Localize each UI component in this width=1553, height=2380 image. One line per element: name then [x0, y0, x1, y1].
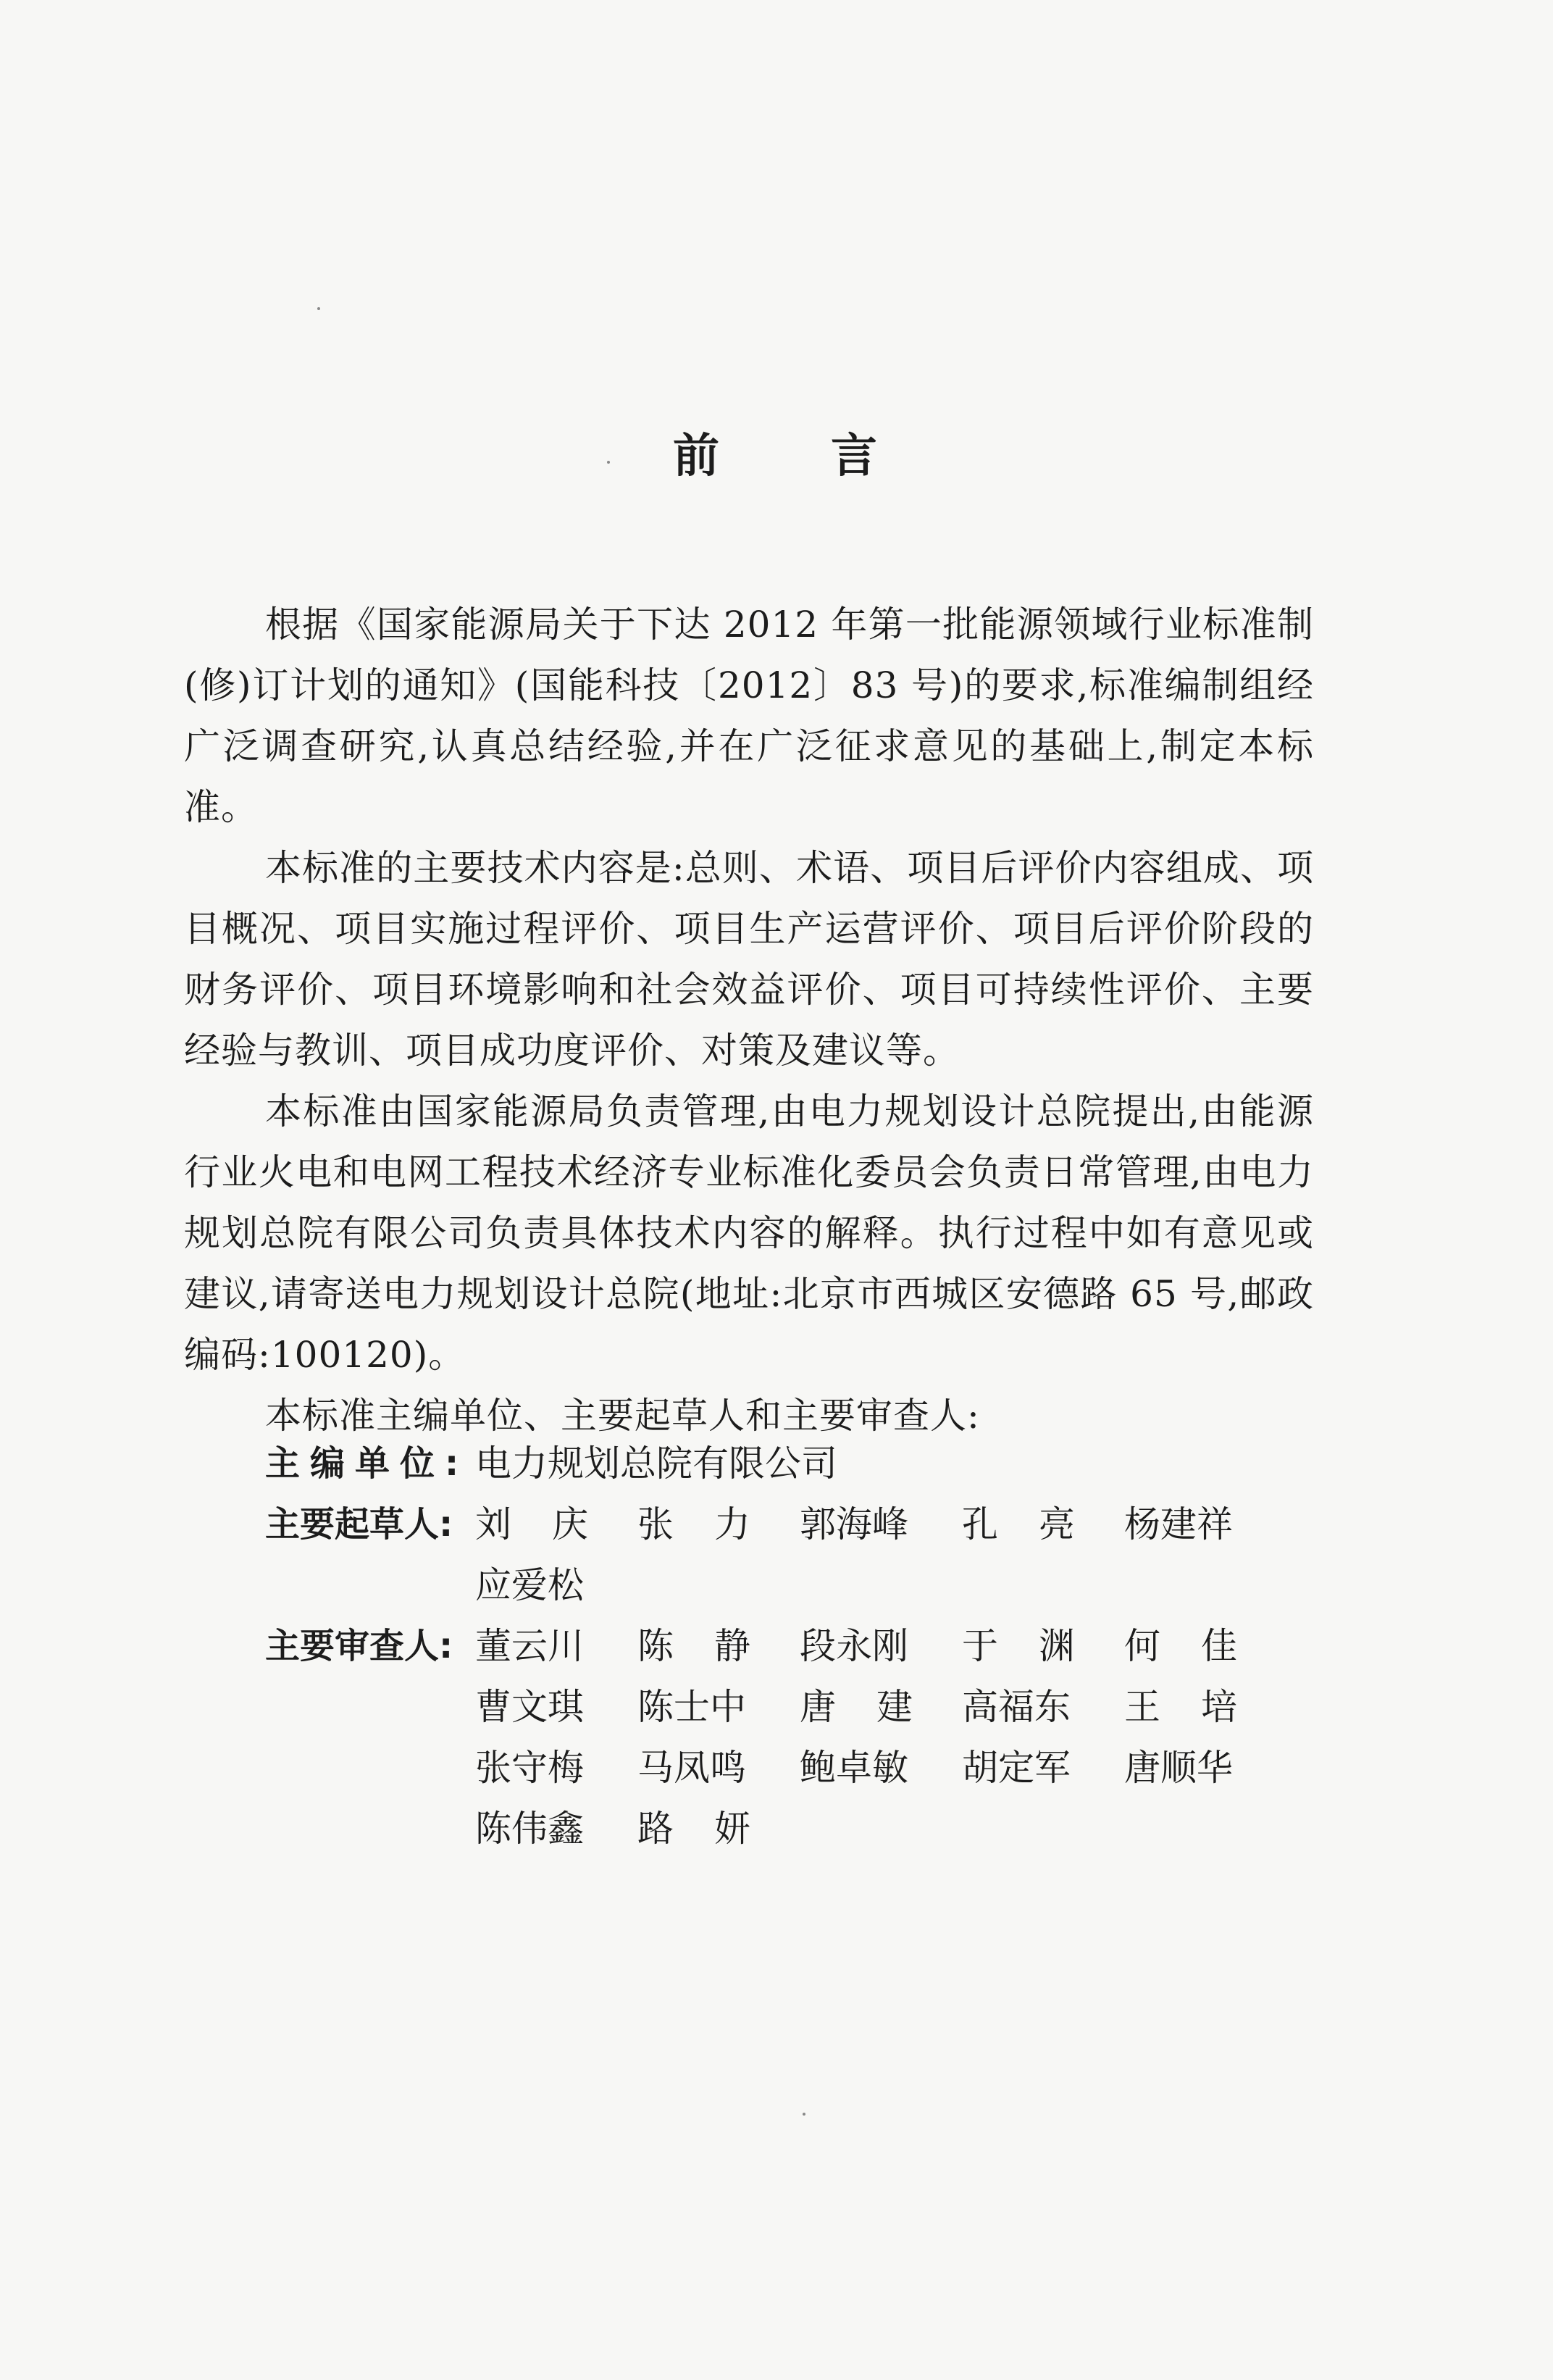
scan-speck [317, 307, 320, 310]
drafters-row [265, 1494, 1314, 1616]
reviewer-name: 何佳 [1124, 1625, 1278, 1667]
drafter-name: 杨建祥 [1124, 1503, 1233, 1545]
preface-body [184, 594, 1314, 1446]
reviewer-name: 段永刚 [800, 1625, 908, 1667]
credits-block [265, 1433, 1314, 1859]
drafter-name: 张力 [637, 1503, 791, 1545]
drafters-label: 主要起草人: [265, 1504, 453, 1545]
reviewer-name: 于渊 [962, 1625, 1115, 1667]
drafter-name: 孔亮 [962, 1503, 1115, 1545]
reviewer-name: 路妍 [637, 1808, 791, 1850]
reviewers-grid [475, 1616, 1314, 1859]
paragraph-basis: 根据《国家能源局关于下达 2012 年第一批能源领域行业标准制(修)订计划的通知》(国能科技〔2012〕83 号)的要求,标准编制组经广泛调查研究,认真总结经验,并在广泛征求意见的基础上,制定本标准。 [184, 604, 1314, 828]
reviewer-name: 唐建 [800, 1686, 953, 1728]
reviewer-name: 马凤鸣 [637, 1747, 746, 1789]
paragraph-content: 本标准的主要技术内容是:总则、术语、项目后评价内容组成、项目概况、项目实施过程评价、项目生产运营评价、项目后评价阶段的财务评价、项目环境影响和社会效益评价、项目可持续性评价、主要经验与教训、项目成功度评价、对策及建议等。 [184, 847, 1314, 1072]
drafter-name: 应爱松 [475, 1564, 584, 1606]
drafter-name: 刘庆 [475, 1503, 629, 1545]
title-char-left: 前 [673, 430, 722, 483]
reviewers-label: 主要审查人: [265, 1626, 453, 1666]
scan-speck [607, 461, 610, 464]
page-title [0, 424, 1553, 489]
reviewers-row [265, 1616, 1314, 1859]
chief-unit-row [265, 1433, 1314, 1494]
drafters-values [475, 1494, 1314, 1616]
scan-speck [803, 2113, 805, 2116]
reviewer-name: 鲍卓敏 [800, 1747, 908, 1789]
reviewer-name: 曹文琪 [475, 1686, 584, 1728]
drafter-name: 郭海峰 [800, 1503, 908, 1545]
reviewers-values [475, 1616, 1314, 1859]
reviewer-name: 王培 [1124, 1686, 1278, 1728]
drafters-grid [475, 1494, 1314, 1616]
reviewer-name: 陈伟鑫 [475, 1808, 584, 1850]
reviewer-name: 陈士中 [637, 1686, 746, 1728]
paragraph-credits-intro: 本标准主编单位、主要起草人和主要审查人: [265, 1395, 980, 1437]
reviewer-name: 董云川 [475, 1625, 584, 1667]
reviewer-name: 张守梅 [475, 1747, 584, 1789]
chief-unit-label: 主编单位: [265, 1443, 469, 1484]
paragraph-management: 本标准由国家能源局负责管理,由电力规划设计总院提出,由能源行业火电和电网工程技术经济专业标准化委员会负责日常管理,由电力规划总院有限公司负责具体技术内容的解释。执行过程中如有意见或建议,请寄送电力规划设计总院(地址:北京市西城区安德路 65 号,邮政编码:100120)。 [184, 1090, 1314, 1376]
reviewer-name: 唐顺华 [1124, 1747, 1233, 1789]
chief-unit-value: 电力规划总院有限公司 [475, 1442, 837, 1485]
reviewer-name: 胡定军 [962, 1747, 1071, 1789]
title-char-right: 言 [831, 430, 880, 483]
reviewer-name: 陈静 [637, 1625, 791, 1667]
reviewer-name: 高福东 [962, 1686, 1071, 1728]
